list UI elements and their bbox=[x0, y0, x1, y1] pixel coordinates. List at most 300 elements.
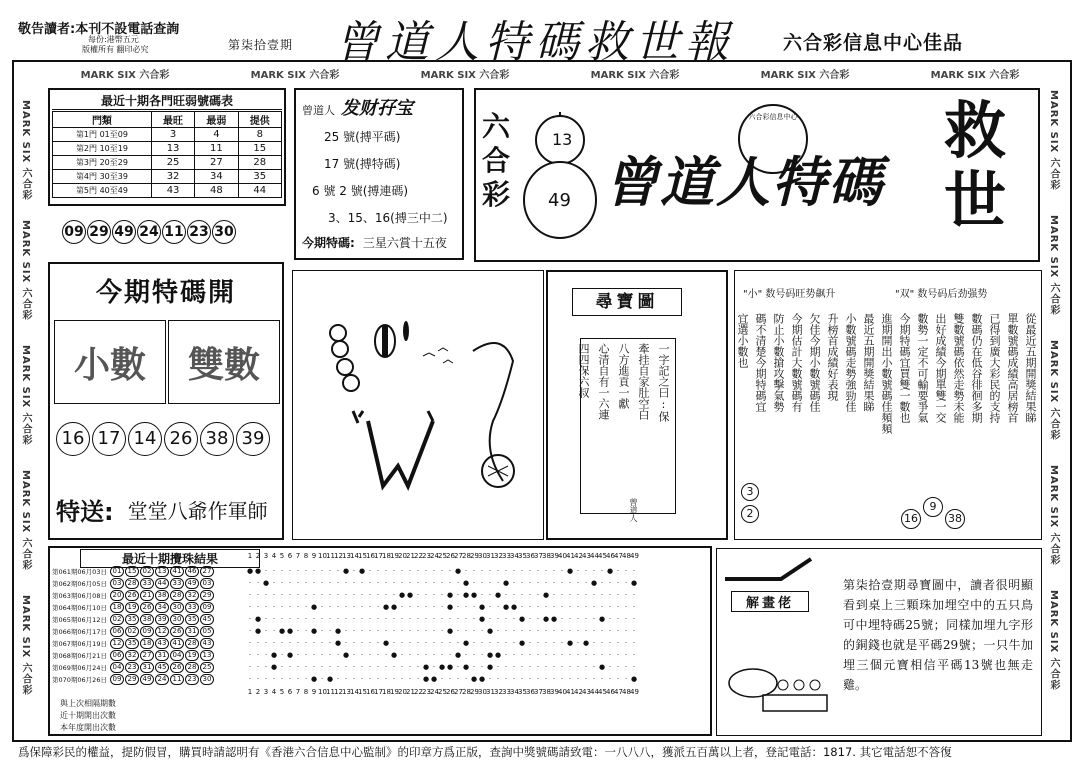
grid-dot: ● bbox=[462, 591, 470, 599]
grid-dot: · bbox=[344, 663, 348, 671]
grid-dot: · bbox=[592, 663, 596, 671]
draw-row-numbers bbox=[110, 590, 246, 602]
analysis-column: 已得到廣大彩民的支持 bbox=[988, 313, 1001, 423]
grid-dot: · bbox=[488, 675, 492, 683]
number-header-cell: 42 bbox=[574, 688, 583, 696]
number-header-cell: 46 bbox=[606, 688, 615, 696]
grid-dot: · bbox=[624, 639, 628, 647]
grid-dot: · bbox=[624, 579, 628, 587]
grid-dot: · bbox=[432, 639, 436, 647]
grid-dot: · bbox=[432, 663, 436, 671]
number-header-cell: 33 bbox=[502, 552, 511, 560]
grid-dot: · bbox=[560, 591, 564, 599]
grid-dot: · bbox=[504, 567, 508, 575]
grid-dot: · bbox=[600, 639, 604, 647]
grid-dot: · bbox=[296, 579, 300, 587]
grid-dot: · bbox=[440, 603, 444, 611]
draw-row-label: 第068期06月21日 bbox=[52, 652, 107, 660]
grid-dot: · bbox=[304, 675, 308, 683]
grid-dot: · bbox=[512, 663, 516, 671]
number-circle: 17 bbox=[92, 422, 126, 456]
grid-dot: · bbox=[320, 675, 324, 683]
analysis-column: 碼不清楚今期特碼宜 bbox=[754, 313, 767, 412]
strip-text: MARK SIX 六合彩 bbox=[930, 69, 1020, 81]
grid-dot: · bbox=[336, 663, 340, 671]
grid-dot: · bbox=[576, 675, 580, 683]
grid-dot: · bbox=[256, 663, 260, 671]
drawn-number: 12 bbox=[155, 626, 169, 637]
grid-dot: · bbox=[400, 675, 404, 683]
grid-dot: · bbox=[600, 591, 604, 599]
grid-dot: · bbox=[480, 651, 484, 659]
number-header-cell: 18 bbox=[382, 552, 391, 560]
grid-dot: · bbox=[536, 579, 540, 587]
grid-dot: · bbox=[304, 603, 308, 611]
drawn-number: 11 bbox=[170, 674, 184, 685]
drawn-number: 41 bbox=[170, 566, 184, 577]
grid-dot: · bbox=[456, 579, 460, 587]
grid-dot: · bbox=[328, 603, 332, 611]
edge-label-left: MARK SIX 六合彩 bbox=[20, 595, 31, 696]
drawn-number: 35 bbox=[125, 614, 139, 625]
grid-dot: · bbox=[384, 663, 388, 671]
grid-dot: · bbox=[264, 591, 268, 599]
header bbox=[0, 0, 1080, 68]
draw-row-numbers bbox=[110, 602, 246, 614]
grid-dot: ● bbox=[510, 603, 518, 611]
draw-row-numbers bbox=[110, 650, 246, 662]
col-header: 最弱 bbox=[195, 112, 238, 128]
draw-row bbox=[52, 614, 638, 626]
grid-dot: · bbox=[472, 579, 476, 587]
grid-dot: · bbox=[496, 567, 500, 575]
grid-dot: · bbox=[408, 675, 412, 683]
grid-dot: · bbox=[528, 603, 532, 611]
grid-dot: · bbox=[528, 579, 532, 587]
footer-text: 爲保障彩民的權益，提防假冒，購買時請認明有《香港六合信息中心監制》的印章方爲正版，查詢中獎號碼請致電：一八八八，獲派五百萬以上者，登記電話：1817. 其它電話恕不答復 bbox=[18, 745, 952, 759]
grid-dot: · bbox=[576, 603, 580, 611]
grid-dot: · bbox=[368, 591, 372, 599]
grid-dot: · bbox=[424, 579, 428, 587]
grid-dot: · bbox=[256, 579, 260, 587]
poem-line: 心清自有一六連 bbox=[597, 343, 610, 420]
grid-dot: · bbox=[544, 603, 548, 611]
grid-dot: · bbox=[464, 675, 468, 683]
cell: 43 bbox=[151, 184, 194, 198]
grid-dot: · bbox=[448, 579, 452, 587]
grid-dot: · bbox=[392, 663, 396, 671]
grid-dot: · bbox=[280, 579, 284, 587]
grid-dot: · bbox=[328, 663, 332, 671]
grid-dot: · bbox=[296, 627, 300, 635]
top-strip bbox=[40, 62, 1060, 84]
grid-dot: · bbox=[624, 675, 628, 683]
number-header-cell: 21 bbox=[406, 688, 415, 696]
small-number-box bbox=[54, 320, 166, 404]
footer-label: 與上次相隔期數 bbox=[60, 699, 116, 708]
banner-char: 六 bbox=[482, 110, 511, 143]
grid-dot: · bbox=[536, 675, 540, 683]
drawn-number: 45 bbox=[155, 662, 169, 673]
grid-dot: · bbox=[400, 663, 404, 671]
draw-row-numbers bbox=[110, 638, 246, 650]
grid-dot: ● bbox=[430, 675, 438, 683]
grid-dot: · bbox=[408, 663, 412, 671]
drawn-number: 49 bbox=[185, 578, 199, 589]
ball: 09 bbox=[62, 220, 86, 244]
grid-dot: · bbox=[552, 639, 556, 647]
cell: 34 bbox=[195, 170, 238, 184]
grid-dot: · bbox=[520, 627, 524, 635]
grid-dot: · bbox=[608, 663, 612, 671]
grid-dot: · bbox=[376, 663, 380, 671]
banner-char: 彩 bbox=[482, 178, 511, 211]
drawn-number: 02 bbox=[125, 626, 139, 637]
grid-dot: · bbox=[632, 651, 636, 659]
number-header-cell: 4 bbox=[271, 552, 277, 560]
grid-dot: · bbox=[432, 627, 436, 635]
number-header-cell: 41 bbox=[566, 688, 575, 696]
grid-dot: · bbox=[312, 615, 316, 623]
grid-dot: · bbox=[360, 651, 364, 659]
grid-dot: · bbox=[432, 567, 436, 575]
grid-dot: · bbox=[528, 663, 532, 671]
grid-dot: · bbox=[320, 615, 324, 623]
number-header-cell: 5 bbox=[279, 552, 285, 560]
grid-dot: ● bbox=[446, 603, 454, 611]
grid-dot: · bbox=[272, 639, 276, 647]
grid-dot: · bbox=[520, 579, 524, 587]
cell: 8 bbox=[238, 128, 281, 142]
number-header-cell: 30 bbox=[478, 552, 487, 560]
number-header-cell: 3 bbox=[263, 688, 269, 696]
number-header-cell: 20 bbox=[398, 688, 407, 696]
grid-dot: · bbox=[560, 651, 564, 659]
grid-dot: · bbox=[536, 591, 540, 599]
grid-dot: · bbox=[400, 627, 404, 635]
grid-dot: · bbox=[416, 615, 420, 623]
grid-dot: · bbox=[360, 579, 364, 587]
number-header-cell: 49 bbox=[630, 552, 639, 560]
grid-dot: ● bbox=[542, 615, 550, 623]
grid-dot: ● bbox=[478, 603, 486, 611]
grid-dot: · bbox=[616, 579, 620, 587]
grid-dot: · bbox=[400, 615, 404, 623]
drawn-number: 27 bbox=[200, 566, 214, 577]
number-header-cell: 20 bbox=[398, 552, 407, 560]
grid-dot: · bbox=[544, 651, 548, 659]
grid-dot: · bbox=[384, 675, 388, 683]
number-header-cell: 36 bbox=[526, 552, 535, 560]
grid-dot: · bbox=[592, 651, 596, 659]
hint-small: 小數 bbox=[73, 343, 146, 386]
grid-dot: · bbox=[248, 603, 252, 611]
number-header-cell: 11 bbox=[326, 552, 335, 560]
grid-dot: · bbox=[608, 579, 612, 587]
edge-label-left: MARK SIX 六合彩 bbox=[20, 220, 31, 321]
grid-dot: · bbox=[288, 615, 292, 623]
grid-dot: · bbox=[296, 675, 300, 683]
grid-dot: · bbox=[304, 627, 308, 635]
drawn-number: 31 bbox=[140, 662, 154, 673]
number-header-cell: 41 bbox=[566, 552, 575, 560]
grid-dot: · bbox=[272, 591, 276, 599]
drawn-number: 32 bbox=[185, 590, 199, 601]
drawn-number: 21 bbox=[140, 590, 154, 601]
grid-dot: · bbox=[352, 663, 356, 671]
number-header-cell: 15 bbox=[358, 552, 367, 560]
cell: 25 bbox=[151, 156, 194, 170]
draw-row bbox=[52, 626, 638, 638]
tip-line: 25 號(搏平碼) bbox=[324, 130, 401, 144]
number-header-cell: 40 bbox=[558, 552, 567, 560]
drawn-number: 09 bbox=[110, 674, 124, 685]
draw-row bbox=[52, 674, 638, 686]
grid-dot: · bbox=[304, 651, 308, 659]
grid-dot: · bbox=[288, 567, 292, 575]
grid-dot: · bbox=[608, 615, 612, 623]
number-header-cell: 23 bbox=[422, 552, 431, 560]
grid-dot: · bbox=[288, 675, 292, 683]
special-send bbox=[56, 492, 268, 527]
number-header-cell: 21 bbox=[406, 552, 415, 560]
drawn-number: 23 bbox=[185, 674, 199, 685]
drawn-number: 33 bbox=[185, 602, 199, 613]
grid-dot: · bbox=[528, 591, 532, 599]
grid-dot: · bbox=[248, 615, 252, 623]
draw-row-grid bbox=[246, 638, 638, 650]
grid-dot: ● bbox=[598, 615, 606, 623]
grid-dot: · bbox=[424, 567, 428, 575]
grid-dot: · bbox=[320, 663, 324, 671]
grid-dot: · bbox=[416, 651, 420, 659]
grid-dot: ● bbox=[478, 675, 486, 683]
grid-dot: · bbox=[592, 627, 596, 635]
footer-labels bbox=[60, 698, 116, 734]
number-header-cell: 26 bbox=[446, 552, 455, 560]
drawn-number: 28 bbox=[185, 638, 199, 649]
grid-dot: ● bbox=[358, 567, 366, 575]
drawn-number: 19 bbox=[125, 602, 139, 613]
grid-dot: · bbox=[504, 651, 508, 659]
grid-dot: · bbox=[408, 651, 412, 659]
grid-dot: ● bbox=[590, 579, 598, 587]
drawn-number: 33 bbox=[140, 578, 154, 589]
grid-dot: · bbox=[600, 651, 604, 659]
grid-dot: · bbox=[504, 591, 508, 599]
number-header-cell: 38 bbox=[542, 552, 551, 560]
grid-dot: · bbox=[520, 651, 524, 659]
grid-dot: · bbox=[552, 675, 556, 683]
treasure-title: 尋寶圖 bbox=[572, 288, 682, 316]
grid-dot: · bbox=[552, 567, 556, 575]
analysis-column: 宜選小數也 bbox=[736, 313, 749, 368]
grid-dot: · bbox=[392, 567, 396, 575]
grid-dot: · bbox=[336, 651, 340, 659]
grid-dot: · bbox=[328, 591, 332, 599]
grid-dot: · bbox=[304, 567, 308, 575]
grid-dot: · bbox=[312, 651, 316, 659]
grid-dot: · bbox=[264, 663, 268, 671]
grid-dot: · bbox=[616, 639, 620, 647]
cell: 27 bbox=[195, 156, 238, 170]
draw-row bbox=[52, 578, 638, 590]
number-header-cell: 8 bbox=[303, 552, 309, 560]
grid-dot: · bbox=[280, 567, 284, 575]
analysis-left-title: "小" 数号码旺势飙升 bbox=[743, 289, 836, 300]
number-header-cell: 1 bbox=[247, 688, 253, 696]
cell: 32 bbox=[151, 170, 194, 184]
number-header-cell: 13 bbox=[342, 688, 351, 696]
number-header-cell: 12 bbox=[334, 552, 343, 560]
number-header-cell: 46 bbox=[606, 552, 615, 560]
hint-even: 雙數 bbox=[187, 343, 260, 386]
grid-dot: ● bbox=[254, 567, 262, 575]
grid-dot: · bbox=[616, 603, 620, 611]
page-title: 曾道人特碼救世報 bbox=[335, 17, 735, 68]
number-circle: 9 bbox=[923, 497, 943, 517]
draw-row-grid bbox=[246, 626, 638, 638]
grid-dot: · bbox=[384, 579, 388, 587]
edge-label-right: MARK SIX 六合彩 bbox=[1048, 90, 1059, 191]
grid-dot: · bbox=[488, 591, 492, 599]
grid-dot: · bbox=[416, 567, 420, 575]
number-header-cell: 49 bbox=[630, 688, 639, 696]
grid-dot: · bbox=[256, 603, 260, 611]
cell: 44 bbox=[238, 184, 281, 198]
grid-dot: · bbox=[472, 663, 476, 671]
grid-dot: · bbox=[568, 663, 572, 671]
drawn-number: 03 bbox=[110, 578, 124, 589]
number-header-cell: 17 bbox=[374, 688, 383, 696]
table-row bbox=[53, 128, 282, 142]
grid-dot: · bbox=[248, 579, 252, 587]
draw-row bbox=[52, 638, 638, 650]
grid-dot: · bbox=[584, 615, 588, 623]
number-circle: 14 bbox=[128, 422, 162, 456]
number-header-cell: 17 bbox=[374, 552, 383, 560]
grid-dot: · bbox=[416, 663, 420, 671]
ball: 30 bbox=[212, 220, 236, 244]
number-header-cell: 14 bbox=[350, 552, 359, 560]
grid-dot: ● bbox=[342, 651, 350, 659]
explain-title: 解畫佬 bbox=[731, 591, 809, 612]
grid-dot: · bbox=[520, 675, 524, 683]
banner-liuhecai bbox=[482, 110, 510, 212]
grid-dot: · bbox=[416, 627, 420, 635]
analysis-column: 從最近五期開獎結果睇 bbox=[1024, 313, 1037, 423]
table-row bbox=[53, 156, 282, 170]
grid-dot: · bbox=[432, 615, 436, 623]
grid-dot: · bbox=[560, 579, 564, 587]
grid-dot: · bbox=[296, 603, 300, 611]
grid-dot: ● bbox=[286, 651, 294, 659]
grid-dot: · bbox=[408, 579, 412, 587]
grid-dot: ● bbox=[278, 627, 286, 635]
number-header-cell: 27 bbox=[454, 552, 463, 560]
grid-dot: · bbox=[400, 639, 404, 647]
grid-dot: · bbox=[616, 615, 620, 623]
grid-dot: · bbox=[384, 567, 388, 575]
number-circle: 39 bbox=[236, 422, 270, 456]
number-circle: 16 bbox=[901, 509, 921, 529]
grid-dot: · bbox=[560, 663, 564, 671]
grid-dot: · bbox=[544, 579, 548, 587]
cell: 13 bbox=[151, 142, 194, 156]
drawn-number: 33 bbox=[170, 578, 184, 589]
grid-dot: · bbox=[376, 579, 380, 587]
grid-dot: · bbox=[512, 627, 516, 635]
number-header-cell: 25 bbox=[438, 552, 447, 560]
grid-dot: · bbox=[392, 639, 396, 647]
number-header-cell: 12 bbox=[334, 688, 343, 696]
grid-dot: ● bbox=[542, 591, 550, 599]
drawn-number: 03 bbox=[200, 578, 214, 589]
grid-dot: ● bbox=[438, 663, 446, 671]
grid-dot: ● bbox=[606, 567, 614, 575]
puzzle-picture bbox=[292, 270, 544, 540]
drawn-number: 09 bbox=[200, 602, 214, 613]
grid-dot: · bbox=[600, 603, 604, 611]
number-header-cell: 4 bbox=[271, 688, 277, 696]
number-header-cell: 9 bbox=[311, 688, 317, 696]
grid-dot: · bbox=[512, 591, 516, 599]
grid-dot: · bbox=[376, 675, 380, 683]
grid-dot: · bbox=[568, 591, 572, 599]
grid-dot: · bbox=[544, 639, 548, 647]
grid-dot: · bbox=[320, 567, 324, 575]
grid-dot: · bbox=[504, 627, 508, 635]
grid-dot: · bbox=[384, 591, 388, 599]
scroll bbox=[577, 338, 676, 514]
grid-dot: · bbox=[336, 675, 340, 683]
grid-dot: · bbox=[480, 663, 484, 671]
grid-dot: · bbox=[360, 615, 364, 623]
grid-dot: ● bbox=[550, 615, 558, 623]
drawn-number: 43 bbox=[200, 638, 214, 649]
table-row bbox=[53, 184, 282, 198]
grid-dot: ● bbox=[566, 567, 574, 575]
grid-dot: · bbox=[320, 639, 324, 647]
grid-dot: · bbox=[624, 663, 628, 671]
grid-dot: · bbox=[632, 591, 636, 599]
grid-dot: · bbox=[384, 627, 388, 635]
grid-dot: · bbox=[568, 615, 572, 623]
number-header-cell: 9 bbox=[311, 552, 317, 560]
grid-dot: ● bbox=[630, 675, 638, 683]
grid-dot: ● bbox=[382, 603, 390, 611]
grid-dot: · bbox=[560, 675, 564, 683]
drawn-number: 41 bbox=[170, 638, 184, 649]
publisher: 六合彩信息中心佳品 bbox=[783, 32, 964, 54]
grid-dot: · bbox=[464, 567, 468, 575]
grid-dot: ● bbox=[470, 675, 478, 683]
grid-dot: · bbox=[272, 579, 276, 587]
grid-dot: ● bbox=[494, 591, 502, 599]
draw-row bbox=[52, 590, 638, 602]
grid-dot: · bbox=[544, 663, 548, 671]
number-header-cell: 40 bbox=[558, 688, 567, 696]
grid-dot: · bbox=[616, 675, 620, 683]
grid-dot: · bbox=[464, 651, 468, 659]
grid-dot: · bbox=[440, 579, 444, 587]
grid-dot: · bbox=[512, 567, 516, 575]
grid-dot: · bbox=[504, 675, 508, 683]
number-header-cell: 45 bbox=[598, 552, 607, 560]
grid-dot: · bbox=[480, 639, 484, 647]
number-header-cell: 1 bbox=[247, 552, 253, 560]
poem-line: 牽挂自家肚空白 bbox=[637, 343, 650, 420]
